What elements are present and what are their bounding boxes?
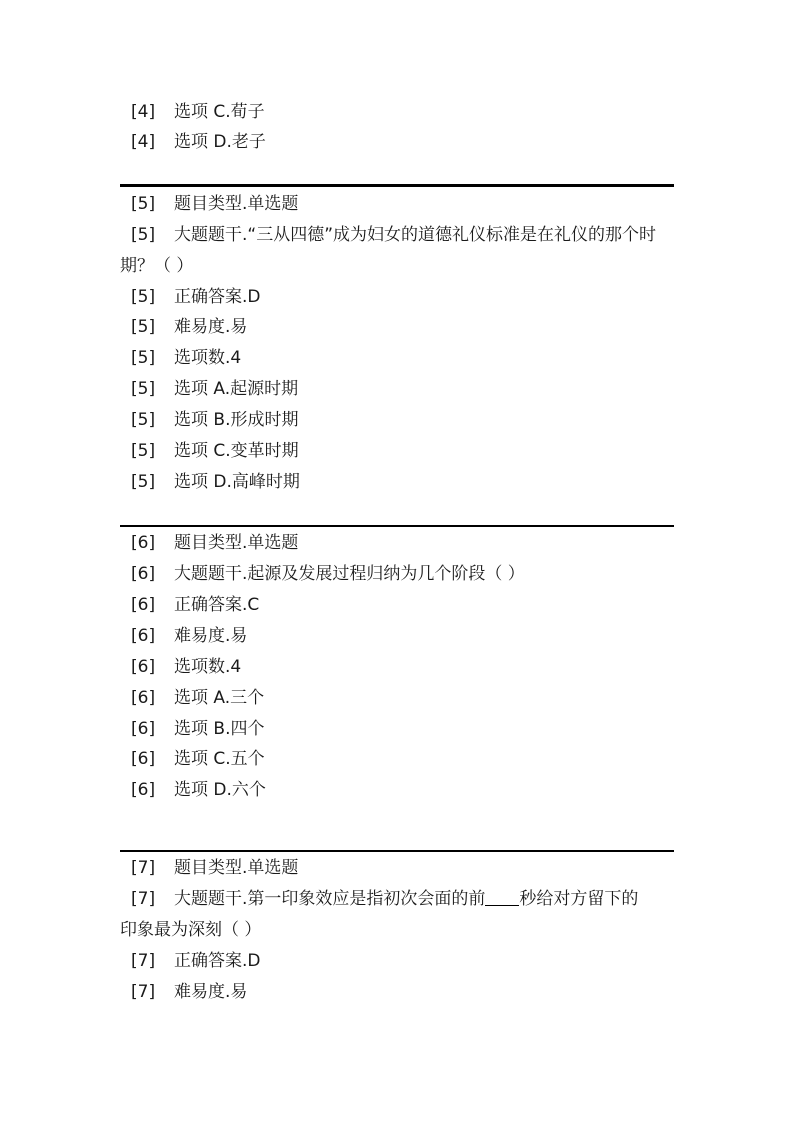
q6-stem-text: 大题题干.起源及发展过程归纳为几个阶段（ ） <box>174 564 525 584</box>
q6-stem <box>120 559 675 590</box>
q5-number: [5] <box>131 317 156 337</box>
q6-number: [6] <box>131 564 156 584</box>
q7-type <box>120 853 675 884</box>
q6-number: [6] <box>131 749 156 769</box>
q6-type <box>120 528 675 559</box>
q5-type-text: 题目类型.单选题 <box>174 194 299 214</box>
q4-option-d-text: 选项 D.老子 <box>174 132 266 152</box>
q7-stem <box>120 884 675 915</box>
q6-number: [6] <box>131 780 156 800</box>
q7-stem-continued: 秒给对方留下的 <box>519 889 639 909</box>
q6-option-b <box>120 714 675 745</box>
q6-type-text: 题目类型.单选题 <box>174 533 299 553</box>
q5-answer <box>120 282 675 313</box>
q6-option-d-text: 选项 D.六个 <box>174 780 266 800</box>
q6-number: [6] <box>131 657 156 677</box>
q4-option-d <box>120 127 675 158</box>
q7-number: [7] <box>131 951 156 971</box>
q5-option-count-text: 选项数.4 <box>174 348 242 368</box>
q5-stem <box>120 220 675 282</box>
q5-option-b <box>120 405 675 436</box>
q5-number: [5] <box>131 472 156 492</box>
q5-number: [5] <box>131 410 156 430</box>
section-divider <box>120 525 674 527</box>
q6-number: [6] <box>131 688 156 708</box>
q6-difficulty-text: 难易度.易 <box>174 626 248 646</box>
q7-stem-line2 <box>120 915 675 946</box>
q5-number: [5] <box>131 287 156 307</box>
q5-option-d-text: 选项 D.高峰时期 <box>174 472 300 492</box>
q5-number: [5] <box>131 379 156 399</box>
q5-number: [5] <box>131 441 156 461</box>
q6-number: [6] <box>131 719 156 739</box>
q7-answer-text: 正确答案.D <box>174 951 261 971</box>
section-divider <box>120 184 674 187</box>
q5-number: [5] <box>131 225 156 245</box>
q5-number: [5] <box>131 348 156 368</box>
q6-option-count <box>120 652 675 683</box>
q5-option-c-text: 选项 C.变革时期 <box>174 441 299 461</box>
q5-option-d <box>120 467 675 498</box>
q5-option-b-text: 选项 B.形成时期 <box>174 410 299 430</box>
q6-number: [6] <box>131 533 156 553</box>
q5-option-c <box>120 436 675 467</box>
q5-option-a-text: 选项 A.起源时期 <box>174 379 299 399</box>
q4-number: [4] <box>131 102 156 122</box>
q7-number: [7] <box>131 889 156 909</box>
q6-option-d <box>120 775 675 806</box>
q6-option-a <box>120 683 675 714</box>
q6-answer-text: 正确答案.C <box>174 595 260 615</box>
q6-option-count-text: 选项数.4 <box>174 657 242 677</box>
q7-answer <box>120 946 675 977</box>
q5-option-a <box>120 374 675 405</box>
q7-difficulty <box>120 977 675 1008</box>
q7-stem-text: 大题题干.第一印象效应是指初次会面的前 <box>174 889 486 909</box>
q5-answer-text: 正确答案.D <box>174 287 261 307</box>
q6-difficulty <box>120 621 675 652</box>
q5-type <box>120 189 675 220</box>
q4-option-c-text: 选项 C.荀子 <box>174 102 265 122</box>
section-divider <box>120 850 674 852</box>
q7-stem-line2-text: 印象最为深刻（ ） <box>120 920 262 940</box>
q6-option-a-text: 选项 A.三个 <box>174 688 265 708</box>
q6-option-c <box>120 744 675 775</box>
q4-number: [4] <box>131 132 156 152</box>
q6-option-b-text: 选项 B.四个 <box>174 719 265 739</box>
q5-difficulty <box>120 312 675 343</box>
q7-number: [7] <box>131 982 156 1002</box>
q5-difficulty-text: 难易度.易 <box>174 317 248 337</box>
q5-number: [5] <box>131 194 156 214</box>
q7-type-text: 题目类型.单选题 <box>174 858 299 878</box>
q4-option-c <box>120 97 675 128</box>
q5-stem-text: 大题题干.“三从四德”成为妇女的道德礼仪标准是在礼仪的那个时期？（ ） <box>120 225 657 276</box>
q6-option-c-text: 选项 C.五个 <box>174 749 265 769</box>
q6-number: [6] <box>131 626 156 646</box>
q7-difficulty-text: 难易度.易 <box>174 982 248 1002</box>
q6-answer <box>120 590 675 621</box>
q5-option-count <box>120 343 675 374</box>
q7-number: [7] <box>131 858 156 878</box>
fill-blank <box>485 888 519 906</box>
q6-number: [6] <box>131 595 156 615</box>
